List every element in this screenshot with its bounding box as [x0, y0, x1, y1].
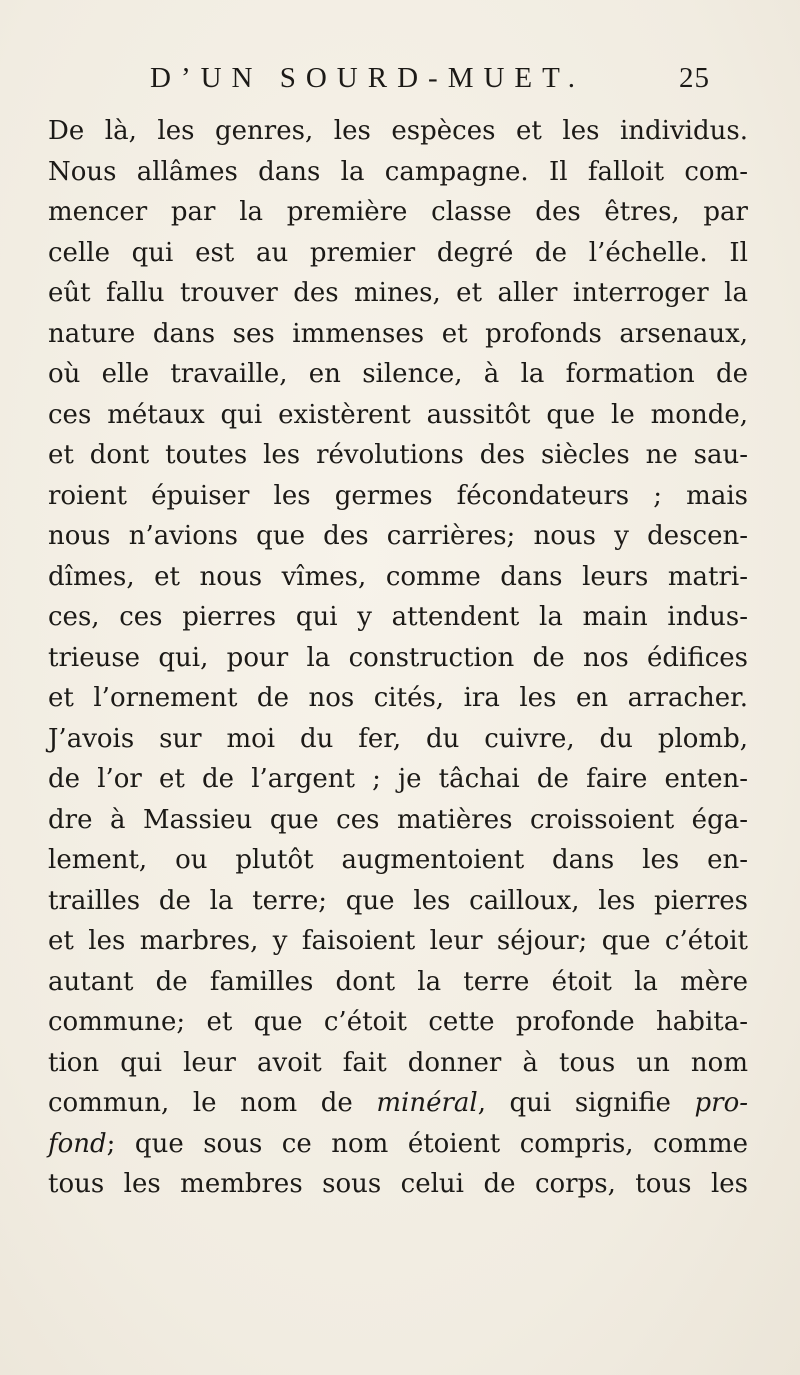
text-segment: eût fallu trouver des mines, et aller interroger la	[48, 278, 748, 308]
text-line	[48, 354, 748, 395]
text-line	[48, 719, 748, 760]
body-text	[48, 111, 748, 1205]
text-segment: autant de familles dont la terre étoit la mère	[48, 966, 748, 997]
text-segment: ces métaux qui existèrent aussitôt que le monde,	[48, 399, 748, 430]
text-segment: trailles de la terre; que les cailloux, les pierres	[48, 885, 748, 916]
text-line	[48, 1124, 748, 1165]
text-segment: commune; et que c’étoit cette profonde habita-	[48, 1007, 748, 1037]
text-line	[48, 273, 748, 314]
italic-text: pro-	[694, 1088, 749, 1118]
text-segment: mencer par la première classe des êtres, par	[48, 197, 748, 227]
text-segment: roient épuiser les germes fécondateurs ; mais	[48, 480, 748, 511]
text-segment: dre à Massieu que ces matières croissoient éga-	[48, 804, 748, 835]
text-segment: lement, ou plutôt augmentoient dans les en-	[48, 845, 748, 875]
text-line	[48, 233, 748, 274]
text-line	[48, 800, 748, 841]
italic-text: minéral	[376, 1088, 478, 1118]
text-line	[48, 962, 748, 1003]
text-line	[48, 759, 748, 800]
italic-text: fond	[48, 1128, 107, 1159]
page-number: 25	[679, 62, 710, 94]
text-segment: nature dans ses immenses et profonds arsenaux,	[48, 318, 748, 349]
text-line	[48, 152, 748, 193]
text-segment: où elle travaille, en silence, à la formation de	[48, 359, 748, 389]
text-line	[48, 557, 748, 598]
text-line	[48, 1083, 748, 1124]
text-line	[48, 921, 748, 962]
text-segment: commun, le nom de	[48, 1088, 377, 1118]
text-line	[48, 192, 748, 233]
text-segment: ; que sous ce nom étoient compris, comme	[106, 1128, 748, 1159]
text-line	[48, 435, 748, 476]
text-line	[48, 840, 748, 881]
text-segment: trieuse qui, pour la construction de nos édifices	[48, 642, 748, 673]
text-line	[48, 476, 748, 517]
text-segment: celle qui est au premier degré de l’échelle. Il	[48, 237, 748, 268]
text-line	[48, 597, 748, 638]
running-head	[150, 62, 710, 102]
text-segment: et l’ornement de nos cités, ira les en arracher.	[48, 683, 748, 713]
text-segment: tous les membres sous celui de corps, tous les	[48, 1169, 748, 1199]
text-line	[48, 678, 748, 719]
running-head-title: D’UN SOURD-MUET.	[150, 62, 585, 94]
text-line	[48, 638, 748, 679]
text-line	[48, 1164, 748, 1205]
text-line	[48, 1043, 748, 1084]
text-line	[48, 395, 748, 436]
text-segment: de l’or et de l’argent ; je tâchai de faire enten-	[48, 764, 748, 794]
text-segment: ces, ces pierres qui y attendent la main indus-	[48, 602, 748, 632]
text-line	[48, 881, 748, 922]
text-line	[48, 111, 748, 152]
text-segment: tion qui leur avoit fait donner à tous un nom	[48, 1047, 748, 1078]
text-line	[48, 314, 748, 355]
text-segment: De là, les genres, les espèces et les individus.	[48, 116, 748, 146]
text-line	[48, 516, 748, 557]
text-segment: Nous allâmes dans la campagne. Il falloit com-	[48, 156, 748, 187]
text-line	[48, 1002, 748, 1043]
text-segment: et dont toutes les révolutions des siècles ne sau-	[48, 440, 748, 470]
text-segment: et les marbres, y faisoient leur séjour; que c’étoit	[48, 926, 748, 956]
text-segment: dîmes, et nous vîmes, comme dans leurs matri-	[48, 561, 748, 592]
text-segment: nous n’avions que des carrières; nous y descen-	[48, 521, 748, 551]
text-segment: J’avois sur moi du fer, du cuivre, du plomb,	[48, 723, 748, 754]
text-segment: , qui signifie	[477, 1088, 695, 1118]
